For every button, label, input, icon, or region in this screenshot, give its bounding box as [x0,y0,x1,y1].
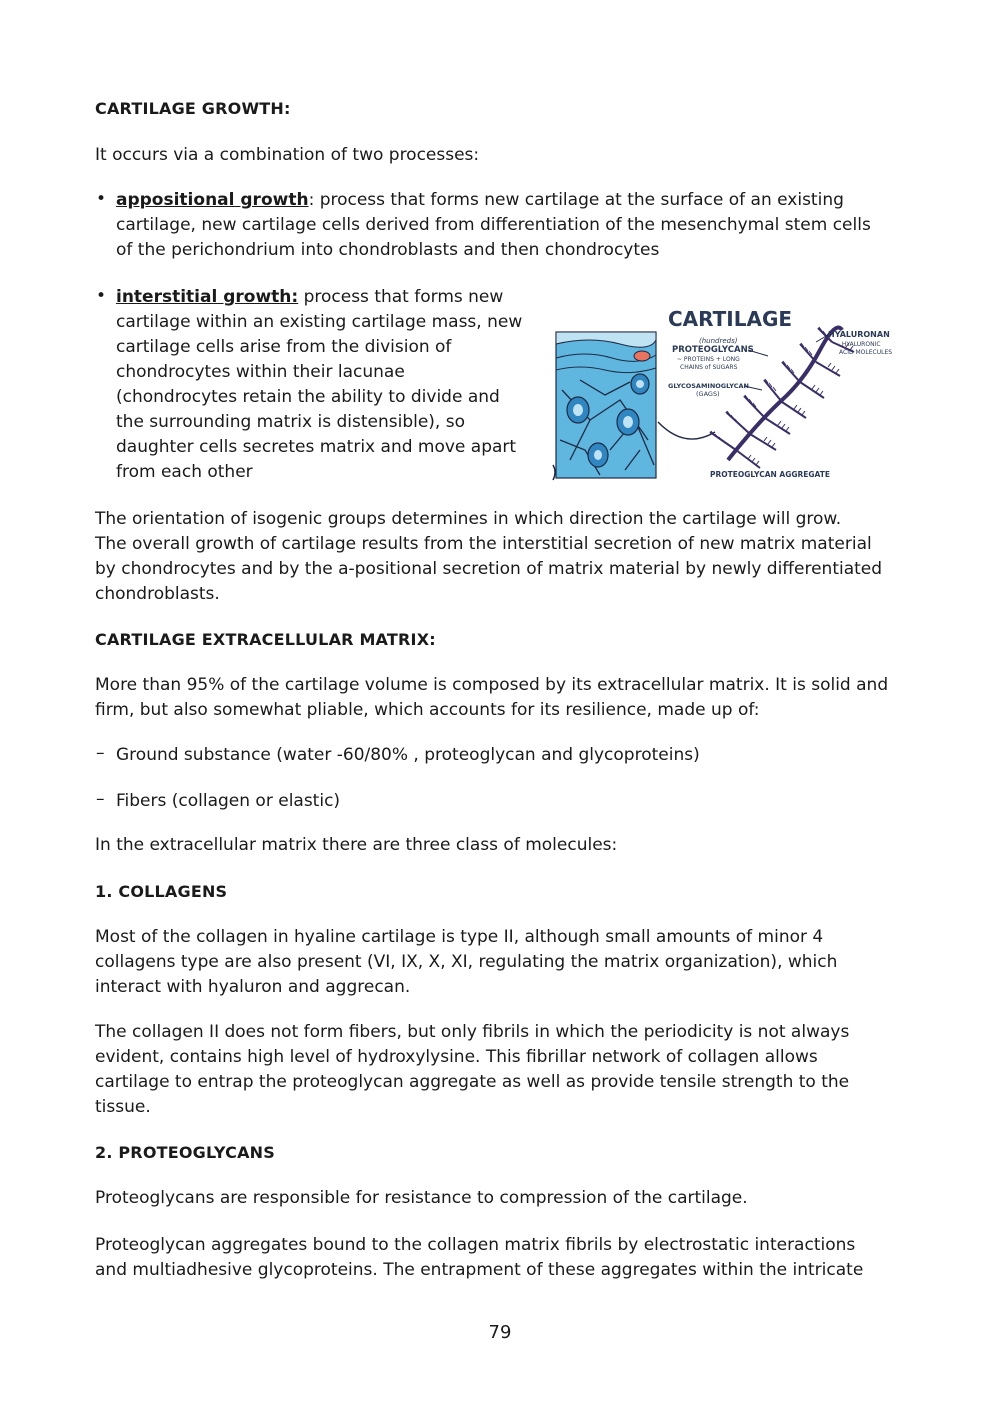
collagens-p1-line3: interact with hyaluron and aggrecan. [95,977,411,997]
bullet2-line2: cartilage within an existing cartilage mass, new [116,312,523,332]
gag-sub-label: (GAGS) [696,390,720,398]
ecm-para2: In the extracellular matrix there are three class of molecules: [95,835,618,855]
bullet2-line1: interstitial growth: process that forms new [116,287,504,307]
proteoglycans-label: PROTEOGLYCANS [672,345,754,355]
aggregate-label: PROTEOGLYCAN AGGREGATE [710,470,831,479]
intro-text: It occurs via a combination of two processes: [95,145,480,165]
bullet2-line7: daughter cells secretes matrix and move apart [116,437,517,457]
dash-bullet-icon: – [96,743,105,763]
bullet1-line2: cartilage, new cartilage cells derived from differentiation of the mesenchymal stem cells [116,215,871,235]
collagens-p1-line1: Most of the collagen in hyaline cartilage is type II, although small amounts of minor 4 [95,927,824,947]
dash-bullet-icon: – [96,789,105,809]
bullet1-line3: of the perichondrium into chondroblasts and then chondrocytes [116,240,660,260]
gag-label: GLYCOSAMINOGLYCAN [668,382,749,390]
proteoglycans-p2-line2: and multiadhesive glycoproteins. The entrapment of these aggregates within the intricate [95,1260,864,1280]
ecm-item-ground-substance: Ground substance (water -60/80% , proteoglycan and glycoproteins) [116,745,700,765]
collagens-p2-line3: cartilage to entrap the proteoglycan aggregate as well as provide tensile strength to the [95,1072,850,1092]
heading-proteoglycans: 2. PROTEOGLYCANS [95,1143,275,1162]
bullet2-line8: from each other [116,462,253,482]
bullet-dot-icon: • [96,189,107,209]
heading-extracellular-matrix: CARTILAGE EXTRACELLULAR MATRIX: [95,630,436,649]
hyaluronan-label: HYALURONAN [828,330,890,339]
growth-para-line1: The orientation of isogenic groups determines in which direction the cartilage will grow. [95,509,842,529]
hy-sub1-label: ~ HYALURONIC [835,341,881,348]
cartilage-illustration [550,300,910,485]
bullet2-line3: cartilage cells arise from the division of [116,337,452,357]
proteoglycans-p2-line1: Proteoglycan aggregates bound to the collagen matrix fibrils by electrostatic interactions [95,1235,856,1255]
ecm-para1-line1: More than 95% of the cartilage volume is composed by its extracellular matrix. It is solid and [95,675,889,695]
hy-sub2-label: ACID MOLECULES [839,349,893,356]
proteoglycans-p1: Proteoglycans are responsible for resistance to compression of the cartilage. [95,1188,748,1208]
collagens-p2-line4: tissue. [95,1097,151,1117]
interstitial-growth-label: interstitial growth: [116,287,299,307]
bullet2-line6: the surrounding matrix is distensible), so [116,412,465,432]
ecm-item-fibers: Fibers (collagen or elastic) [116,791,341,811]
growth-para-line3: by chondrocytes and by the a-positional secretion of matrix material by newly differentiated [95,559,883,579]
bullet1-line1: appositional growth: process that forms new cartilage at the surface of an existing [116,190,844,210]
cartilage-tissue-block [553,332,656,480]
bullet-dot-icon: • [96,286,107,306]
appositional-growth-label: appositional growth [116,190,309,210]
bullet2-line5: (chondrocytes retain the ability to divide and [116,387,500,407]
growth-para-line4: chondroblasts. [95,584,220,604]
hundreds-label: (hundreds) [699,337,738,345]
figure-title: CARTILAGE [668,307,793,331]
ecm-para1-line2: firm, but also somewhat pliable, which accounts for its resilience, made up of: [95,700,760,720]
growth-para-line2: The overall growth of cartilage results from the interstitial secretion of new matrix material [95,534,872,554]
collagens-p1-line2: collagens type are also present (VI, IX, X, XI, regulating the matrix organization), which [95,952,838,972]
collagens-p2-line2: evident, contains high level of hydroxylysine. This fibrillar network of collagen allows [95,1047,818,1067]
bullet2-line4: chondrocytes within their lacunae [116,362,405,382]
heading-collagens: 1. COLLAGENS [95,882,228,901]
pg-sub2-label: CHAINS of SUGARS [680,364,738,371]
heading-cartilage-growth: CARTILAGE GROWTH: [95,99,291,118]
page-number: 79 [488,1322,512,1343]
collagens-p2-line1: The collagen II does not form fibers, but only fibrils in which the periodicity is not always [95,1022,850,1042]
pg-sub1-label: ~ PROTEINS + LONG [677,356,740,363]
